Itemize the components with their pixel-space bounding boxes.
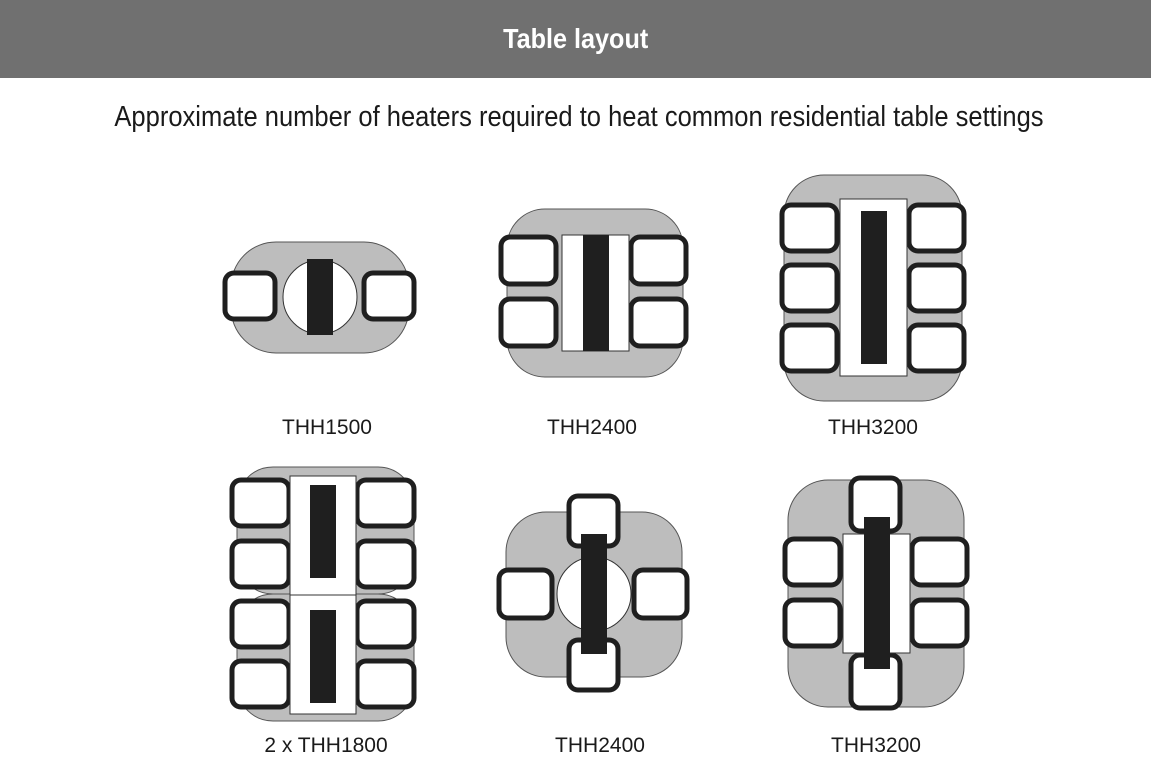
layout-5 [499,496,687,690]
chair [912,600,967,646]
chair [357,480,414,526]
layout-2 [501,209,686,377]
heater [310,485,336,578]
layout-3 [782,175,964,401]
chair [357,661,414,707]
layout-6 [785,478,967,708]
chair [909,265,964,311]
chair [225,273,275,319]
heater [864,517,890,669]
chair [631,237,686,284]
chair [909,205,964,251]
chair [501,237,556,284]
chair [364,273,414,319]
layout-label: THH3200 [828,416,918,439]
heater [581,534,607,654]
chair [357,601,414,647]
chair [357,541,414,587]
layout-1 [225,242,414,353]
chair [782,325,837,371]
chair [634,570,687,618]
layout-label: 2 x THH1800 [264,734,388,757]
subtitle: Approximate number of heaters required to heat common residential table settings [114,101,1044,133]
chair [785,539,840,585]
chair [782,265,837,311]
layout-label: THH3200 [831,734,921,757]
chair [499,570,552,618]
layout-4 [232,467,414,721]
heater [310,610,336,703]
chair [631,299,686,346]
heater [583,235,609,351]
chair [501,299,556,346]
heater [861,211,887,364]
chair [232,541,289,587]
layout-label: THH1500 [282,416,372,439]
chair [912,539,967,585]
chair [909,325,964,371]
chair [232,601,289,647]
heater [307,259,333,335]
chair [232,480,289,526]
chair [232,661,289,707]
chair [785,600,840,646]
page-title: Table layout [502,23,649,54]
layout-label: THH2400 [547,416,637,439]
layout-label: THH2400 [555,734,645,757]
chair [782,205,837,251]
